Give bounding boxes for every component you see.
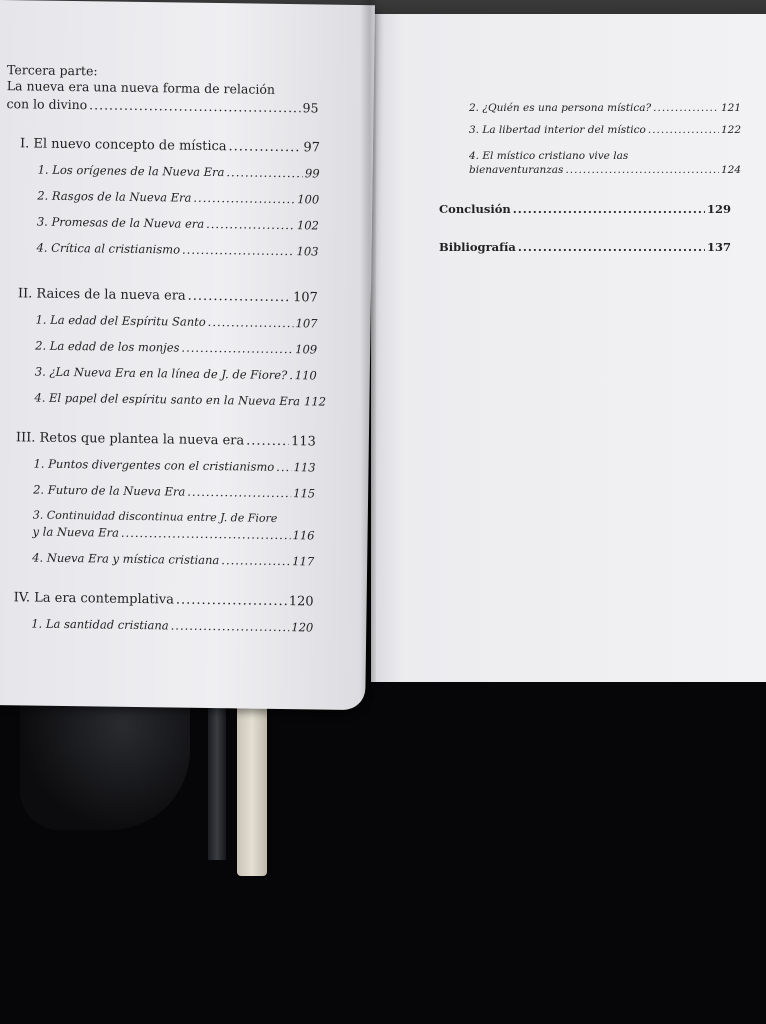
right-toc (371, 14, 766, 682)
right-page (371, 14, 766, 682)
toc-section: III. Retos que plantea la nueva era ..... 113 (16, 430, 316, 449)
toc-entry: con lo divino ..... 95 (6, 96, 318, 115)
toc-entry: bienaventuranzas ..... 124 (469, 164, 741, 176)
toc-entry: 2. ¿Quién es una persona mística? ..... 121 (469, 102, 741, 114)
toc-entry: 3. Promesas de la Nueva era ..... 102 (37, 215, 319, 233)
toc-entry: 4. Nueva Era y mística cristiana ..... 117 (32, 551, 314, 569)
toc-section: II. Raices de la nueva era ..... 107 (18, 286, 318, 305)
toc-entry: 2. Futuro de la Nueva Era ..... 115 (33, 483, 315, 501)
left-toc (0, 0, 375, 710)
toc-entry: 1. La edad del Espíritu Santo ..... 107 (35, 313, 317, 331)
toc-entry: 1. Los orígenes de la Nueva Era ..... 99 (38, 163, 320, 181)
toc-entry: 3. La libertad interior del místico ..... 122 (469, 124, 741, 136)
toc-entry-line: 3. Continuidad discontinua entre J. de Fiore (32, 508, 278, 525)
toc-section: I. El nuevo concepto de mística ..... 97 (20, 136, 320, 155)
toc-section: IV. La era contemplativa ..... 120 (14, 590, 314, 609)
toc-entry: 2. La edad de los monjes ..... 109 (35, 339, 317, 357)
toc-entry: 1. Puntos divergentes con el cristianismo ..... 113 (33, 457, 315, 475)
toc-entry-line: 4. El místico cristiano vive las (469, 150, 629, 162)
part-label: Tercera parte: (6, 62, 98, 79)
bookmark-ribbon (237, 700, 267, 876)
part-title: La nueva era una nueva forma de relación (6, 78, 276, 97)
toc-section: Conclusión ..... 129 (439, 202, 731, 216)
toc-entry: 3. ¿La Nueva Era en la línea de J. de Fiore? ..... 110 (35, 365, 317, 383)
left-page (0, 0, 375, 710)
toc-entry: y la Nueva Era ..... 116 (32, 525, 314, 543)
toc-entry: 1. La santidad cristiana ..... 120 (31, 616, 313, 634)
toc-entry: 4. El papel del espíritu santo en la Nueva Era ..... 112 (34, 391, 316, 409)
book-gutter (360, 0, 376, 700)
toc-entry: 2. Rasgos de la Nueva Era ..... 100 (37, 189, 319, 207)
bookmark-shadow (208, 700, 226, 860)
toc-section: Bibliografía ..... 137 (439, 240, 731, 254)
toc-entry: 4. Crítica al cristianismo ..... 103 (36, 241, 318, 259)
background-object (20, 700, 190, 830)
